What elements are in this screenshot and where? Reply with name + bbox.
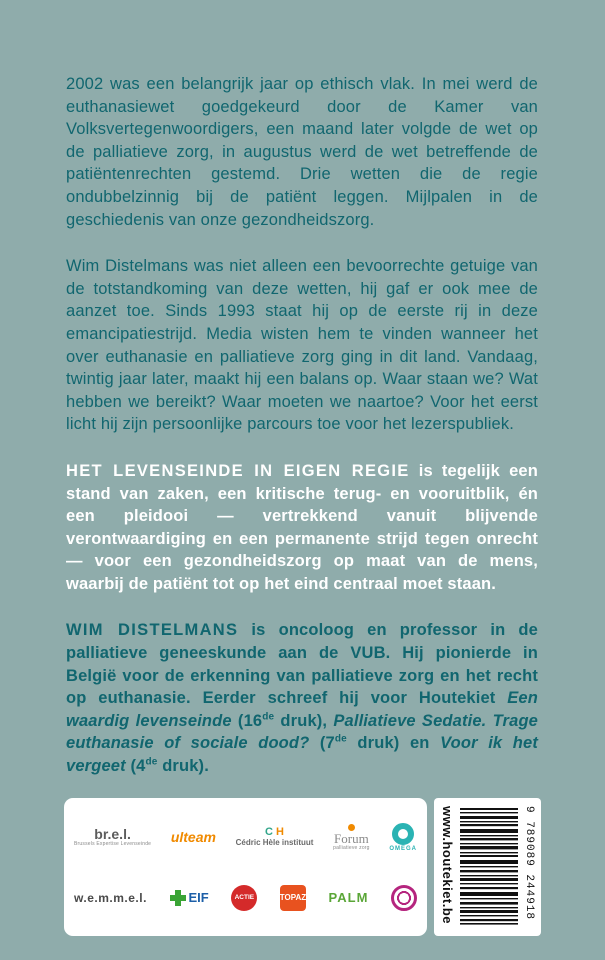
publisher-strip — [64, 798, 541, 936]
other-book-title-2: Palliatieve Sedatie. Trage euthanasie of sociale dood? — [66, 711, 538, 753]
blurb-paragraph-3 — [66, 460, 538, 596]
barcode — [460, 806, 518, 926]
ulteam-logo — [171, 830, 216, 845]
topaz-logo — [280, 885, 306, 911]
cedric-hele-logo-text: Cédric Hèle instituut — [235, 837, 314, 847]
other-book-title-3: Voor ik het vergeet — [66, 734, 539, 776]
seal-stamp-icon — [391, 885, 417, 911]
partner-logo-bar — [64, 798, 427, 936]
green-cross-icon — [170, 890, 186, 906]
actie-badge-logo — [231, 885, 257, 911]
brel-logo-subtext: Brussels Expertise Levenseinde — [74, 841, 152, 848]
forum-logo-subtext: palliatieve zorg — [333, 844, 370, 851]
eif-logo-text: EIF — [188, 890, 209, 906]
paragraph-3-text: is tegelijk een stand van zaken, een kritische terug- en vooruitblik, én een pleidooi — vertrekkend vanuit blijvende verontwaardiging en een permanente strijd tegen onrecht — voor een gezondheidszorg op maat van de mens, waarbij de patiënt tot op het eind centraal moet staan. — [66, 461, 538, 593]
wemmel-logo — [74, 892, 147, 905]
forum-palliatieve-zorg-logo — [333, 824, 370, 851]
edition-1-close: druk), — [274, 711, 334, 730]
forum-logo-text: Forum — [334, 830, 369, 846]
wemmel-logo-text: w.e.m.m.e.l. — [74, 891, 147, 906]
book-title-lead: HET LEVENSEINDE IN EIGEN REGIE — [66, 461, 410, 480]
edition-2-sup: de — [334, 733, 347, 745]
actie-badge-icon: ACTIE — [231, 885, 257, 911]
palm-logo — [329, 891, 369, 905]
blurb-paragraph-4 — [66, 619, 538, 777]
other-book-title-1: Een waardig levenseinde — [66, 689, 538, 730]
logo-row-2 — [74, 885, 417, 911]
topaz-square-icon: TOPAZ — [280, 885, 306, 911]
cedric-hele-instituut-logo — [236, 827, 314, 847]
edition-3-close: druk). — [157, 757, 209, 776]
ulteam-logo-text: ulteam — [170, 828, 216, 845]
edition-2-close: druk) en — [346, 734, 441, 753]
logo-row-1 — [74, 823, 417, 852]
author-name-lead: WIM DISTELMANS — [66, 621, 239, 640]
edition-3-sup: de — [145, 756, 158, 768]
isbn-number: 9 789089 244918 — [523, 806, 535, 921]
barcode-panel — [434, 798, 541, 936]
back-cover-text — [66, 73, 538, 802]
brel-logo-text: br.e.l. — [94, 826, 131, 843]
edition-2-open: (7 — [309, 734, 335, 753]
omega-logo-text: OMEGA — [389, 845, 417, 852]
forum-flower-icon — [348, 824, 355, 831]
edition-1-open: (16 — [231, 711, 263, 730]
edition-3-open: (4 — [125, 757, 146, 776]
author-bio-text: is oncoloog en professor in de palliatieve geneeskunde aan de VUB. Hij pionierde in België voor de erkenning van palliatieve zorg en het recht op euthanasie. Eerder schreef hij voor Houtekiet — [66, 621, 538, 708]
publisher-url: www.houtekiet.be — [440, 806, 455, 925]
eif-logo — [170, 890, 209, 906]
omega-ring-icon — [392, 823, 414, 845]
cedric-hele-c-glyph: C — [265, 826, 273, 839]
blurb-paragraph-1: 2002 was een belangrijk jaar op ethisch vlak. In mei werd de euthanasiewet goedgekeurd door de Kamer van Volksvertegenwoordigers, een maand later volgde de wet op de palliatieve zorg, in augustus werd de wet betreffende de patiëntenrechten gestemd. Drie wetten die de regie ondubbelzinnig bij de patiënt leggen. Mijlpalen in de geschiedenis van onze gezondheidszorg. — [66, 75, 538, 229]
cedric-hele-h-glyph: H — [276, 826, 284, 839]
edition-1-sup: de — [262, 711, 275, 723]
seal-logo — [391, 885, 417, 911]
blurb-paragraph-2: Wim Distelmans was niet alleen een bevoorrechte getuige van de totstandkoming van deze wetten, hij gaf er ook mee de aanzet toe. Sinds 1993 staat hij op de eerste rij in deze emancipatiestrijd. Media wisten hem te vinden wanneer het over euthanasie en palliatieve zorg ging in dit land. Vandaag, twintig jaar later, maakt hij een balans op. Waar staan we? Wat hebben we bereikt? Waar moeten we naartoe? Voor het eerst licht hij zijn persoonlijke parcours toe voor het lezerspubliek. — [66, 257, 538, 434]
brel-logo — [74, 827, 151, 847]
omega-logo — [389, 823, 417, 852]
palm-logo-text: PALM — [328, 890, 369, 906]
